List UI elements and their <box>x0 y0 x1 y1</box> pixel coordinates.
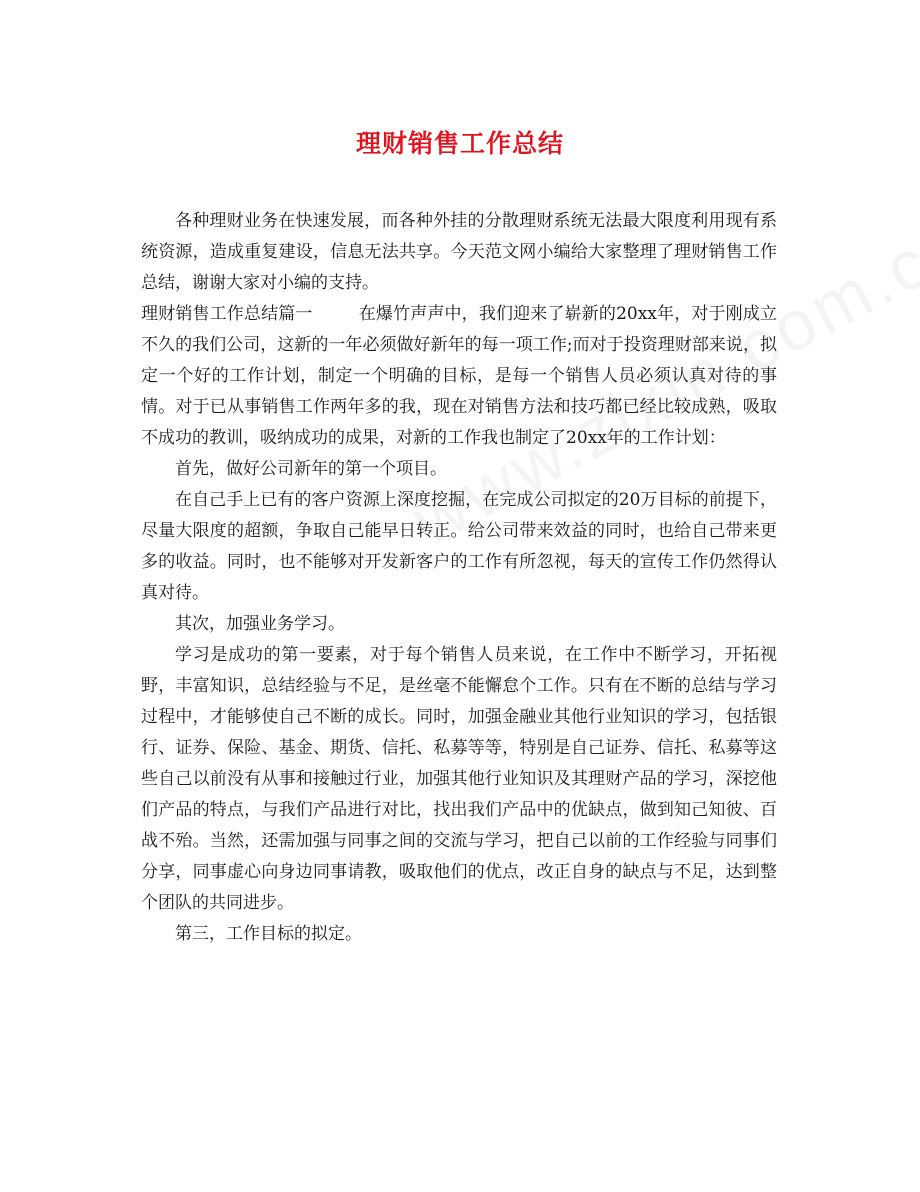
paragraph-intro: 各种理财业务在快速发展，而各种外挂的分散理财系统无法最大限度利用现有系统资源，造成重复建设，信息无法共享。今天范文网小编给大家整理了理财销售工作总结，谢谢大家对小编的支持。 <box>141 211 777 293</box>
paragraph-first-point: 首先，做好公司新年的第一个项目。 <box>175 459 447 479</box>
paragraph-first-detail: 在自己手上已有的客户资源上深度挖掘，在完成公司拟定的20万目标的前提下，尽量大限度的超额，争取自己能早日转正。给公司带来效益的同时，也给自己带来更多的收益。同时，也不能够对开发新客户的工作有所忽视，每天的宣传工作仍然得认真对待。 <box>141 490 777 603</box>
document-body <box>141 206 777 950</box>
paragraph-third-point: 第三，工作目标的拟定。 <box>175 924 362 944</box>
paragraph-second-detail: 学习是成功的第一要素，对于每个销售人员来说，在工作中不断学习，开拓视野，丰富知识，总结经验与不足，是丝毫不能懈怠个工作。只有在不断的总结与学习过程中，才能够使自己不断的成长。同时，加强金融业其他行业知识的学习，包括银行、证券、保险、基金、期货、信托、私募等等，特别是自己证券、信托、私募等这些自己以前没有从事和接触过行业，加强其他行业知识及其理财产品的学习，深挖他们产品的特点，与我们产品进行对比，找出我们产品中的优缺点，做到知己知彼、百战不殆。当然，还需加强与同事之间的交流与学习，把自己以前的工作经验与同事们分享，同事虚心向身边同事请教，吸取他们的优点，改正自身的缺点与不足，达到整个团队的共同进步。 <box>141 645 777 913</box>
paragraph-second-point: 其次，加强业务学习。 <box>175 614 345 634</box>
paragraph-section-one <box>141 299 777 454</box>
section-heading: 理财销售工作总结篇一 <box>141 304 313 324</box>
section-one-text: 在爆竹声声中，我们迎来了崭新的20xx年，对于刚成立不久的我们公司，这新的一年必须做好新年的每一项工作;而对于投资理财部来说，拟定一个好的工作计划，制定一个明确的目标，是每一个销售人员必须认真对待的事情。对于已从事销售工作两年多的我，现在对销售方法和技巧都已经比较成熟，吸取不成功的教训，吸纳成功的成果，对新的工作我也制定了20xx年的工作计划： <box>141 304 777 448</box>
document-title: 理财销售工作总结 <box>355 129 564 158</box>
